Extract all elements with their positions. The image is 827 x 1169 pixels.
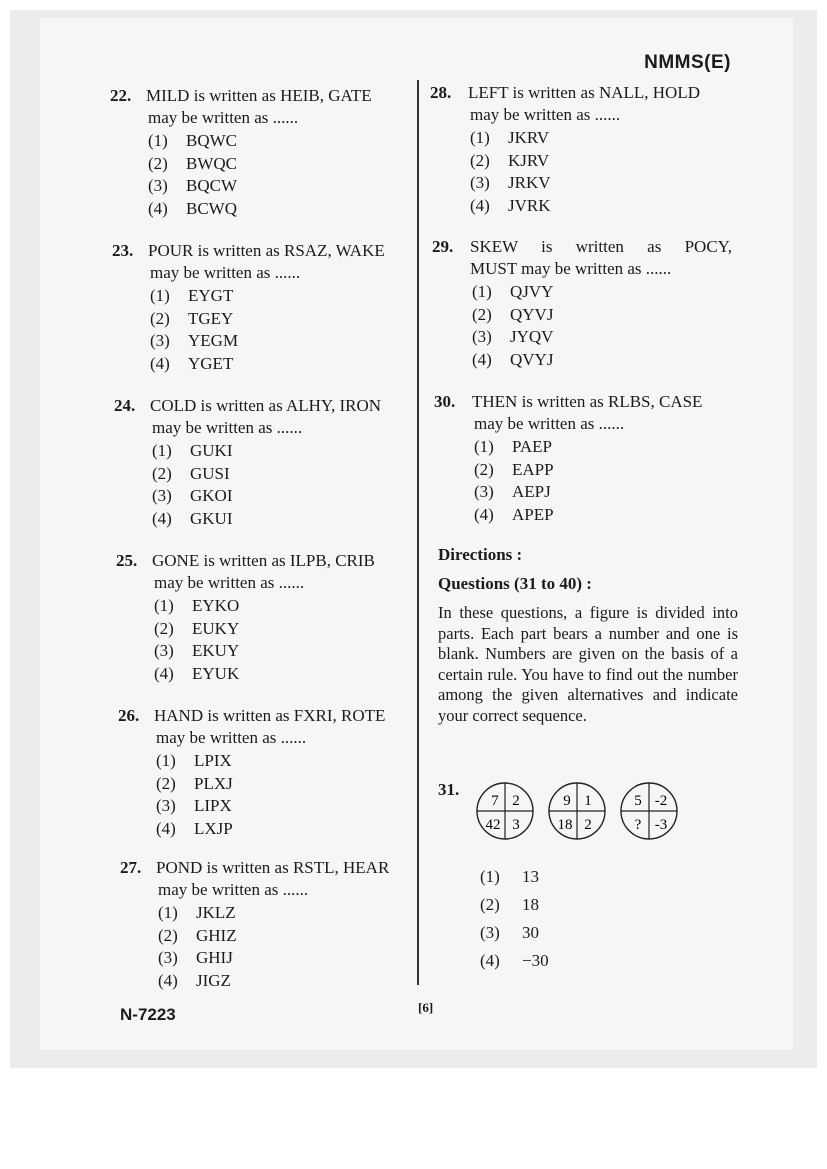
- column-divider: [417, 80, 419, 985]
- booklet-code-footer: N-7223: [120, 1005, 176, 1024]
- circle-cell: 9: [563, 793, 571, 809]
- option: (2) KJRV: [470, 150, 550, 170]
- directions-subtitle: Questions (31 to 40) :: [438, 574, 592, 593]
- option: (3) LIPX: [156, 796, 232, 815]
- option: (2) PLXJ: [156, 773, 233, 793]
- question-text: may be written as ......: [470, 105, 621, 124]
- question-text: COLD is written as ALHY, IRON: [150, 396, 382, 415]
- options-list: [474, 436, 554, 526]
- question-text: LEFT is written as NALL, HOLD: [468, 83, 700, 102]
- question-text: MUST may be written as ......: [470, 259, 672, 278]
- option: (2) BWQC: [148, 153, 237, 173]
- options-list: [150, 285, 238, 375]
- option: (3) EKUY: [154, 641, 240, 660]
- question-text: POUR is written as RSAZ, WAKE: [148, 241, 385, 260]
- option: (4) JVRK: [470, 195, 551, 215]
- page-number: [6]: [418, 1000, 434, 1015]
- option: (4) EYUK: [154, 663, 240, 683]
- question-text: SKEW is written as POCY,: [470, 237, 732, 256]
- options-list: [158, 902, 237, 992]
- circle-cell: 5: [634, 793, 642, 809]
- option: (2) GHIZ: [158, 925, 237, 945]
- option: (3) 30: [480, 923, 539, 942]
- directions-body: In these questions, a figure is divided into parts. Each part bears a number and one is blank. Numbers are given on the basis of a certain rule. You have to find out the number among the given alternatives and indicate your correct sequence.: [438, 603, 738, 725]
- option: (1) EYGT: [150, 286, 234, 305]
- circle-cell: 7: [491, 793, 499, 809]
- question-text: may be written as ......: [156, 728, 307, 747]
- options-list: [154, 595, 239, 685]
- option: (1) 13: [480, 867, 539, 886]
- question-text: GONE is written as ILPB, CRIB: [152, 551, 375, 570]
- option: (2) EAPP: [474, 459, 554, 479]
- option: (4) APEP: [474, 504, 554, 524]
- option: (4) LXJP: [156, 818, 233, 838]
- option: (3) AEPJ: [474, 482, 551, 501]
- option: (4) −30: [480, 951, 549, 970]
- option: (1) QJVY: [472, 282, 554, 301]
- option: (2) 18: [480, 895, 539, 914]
- question-text: HAND is written as FXRI, ROTE: [154, 706, 386, 725]
- circle-cell: 18: [557, 817, 573, 833]
- question-text: MILD is written as HEIB, GATE: [146, 86, 372, 105]
- question-31-number: 31.: [438, 780, 460, 799]
- option: (3) JYQV: [472, 327, 554, 346]
- exam-code-header: NMMS(E): [644, 52, 731, 73]
- question-31-options: [480, 866, 549, 978]
- option: (2) EUKY: [154, 618, 240, 638]
- circle-cell: 2: [584, 817, 592, 833]
- question-text: may be written as ......: [158, 880, 309, 899]
- circle-cell: -2: [654, 793, 668, 809]
- option: (4) GKUI: [152, 508, 233, 528]
- option: (1) JKLZ: [158, 903, 236, 922]
- option: (4) JIGZ: [158, 970, 231, 990]
- options-list: [470, 127, 551, 217]
- options-list: [152, 440, 233, 530]
- option: (4) YGET: [150, 353, 234, 373]
- question-text: may be written as ......: [148, 108, 299, 127]
- options-list: [148, 130, 237, 220]
- option: (3) YEGM: [150, 331, 239, 350]
- option: (3) BQCW: [148, 176, 237, 195]
- circle-cell: 1: [584, 793, 592, 809]
- question-text: THEN is written as RLBS, CASE: [472, 392, 703, 411]
- number-circles-figure: [470, 780, 685, 842]
- option: (1) GUKI: [152, 441, 233, 460]
- option: (1) BQWC: [148, 131, 237, 150]
- number-circle-2: [549, 783, 605, 839]
- number-circle-1: [477, 783, 533, 839]
- option: (3) GKOI: [152, 486, 233, 505]
- option: (1) EYKO: [154, 596, 240, 615]
- circle-cell: 2: [512, 793, 520, 809]
- option: (2) GUSI: [152, 463, 230, 483]
- option: (1) JKRV: [470, 128, 550, 147]
- option: (4) BCWQ: [148, 198, 237, 218]
- option: (1) PAEP: [474, 437, 553, 456]
- option: (2) TGEY: [150, 308, 234, 328]
- option: (1) LPIX: [156, 751, 232, 770]
- question-text: POND is written as RSTL, HEAR: [156, 858, 390, 877]
- option: (4) QVYJ: [472, 349, 554, 369]
- circle-cell: ?: [634, 817, 642, 833]
- options-list: [472, 281, 553, 371]
- option: (2) QYVJ: [472, 304, 554, 324]
- options-list: [156, 750, 233, 840]
- option: (3) JRKV: [470, 173, 551, 192]
- circle-cell: 42: [485, 817, 501, 833]
- question-text: may be written as ......: [150, 263, 301, 282]
- question-text: may be written as ......: [154, 573, 305, 592]
- option: (3) GHIJ: [158, 948, 233, 967]
- circle-cell: 3: [512, 817, 520, 833]
- question-text: may be written as ......: [474, 414, 625, 433]
- directions-title: Directions :: [438, 545, 523, 564]
- number-circle-3: [621, 783, 677, 839]
- circle-cell: -3: [654, 817, 668, 833]
- question-text: may be written as ......: [152, 418, 303, 437]
